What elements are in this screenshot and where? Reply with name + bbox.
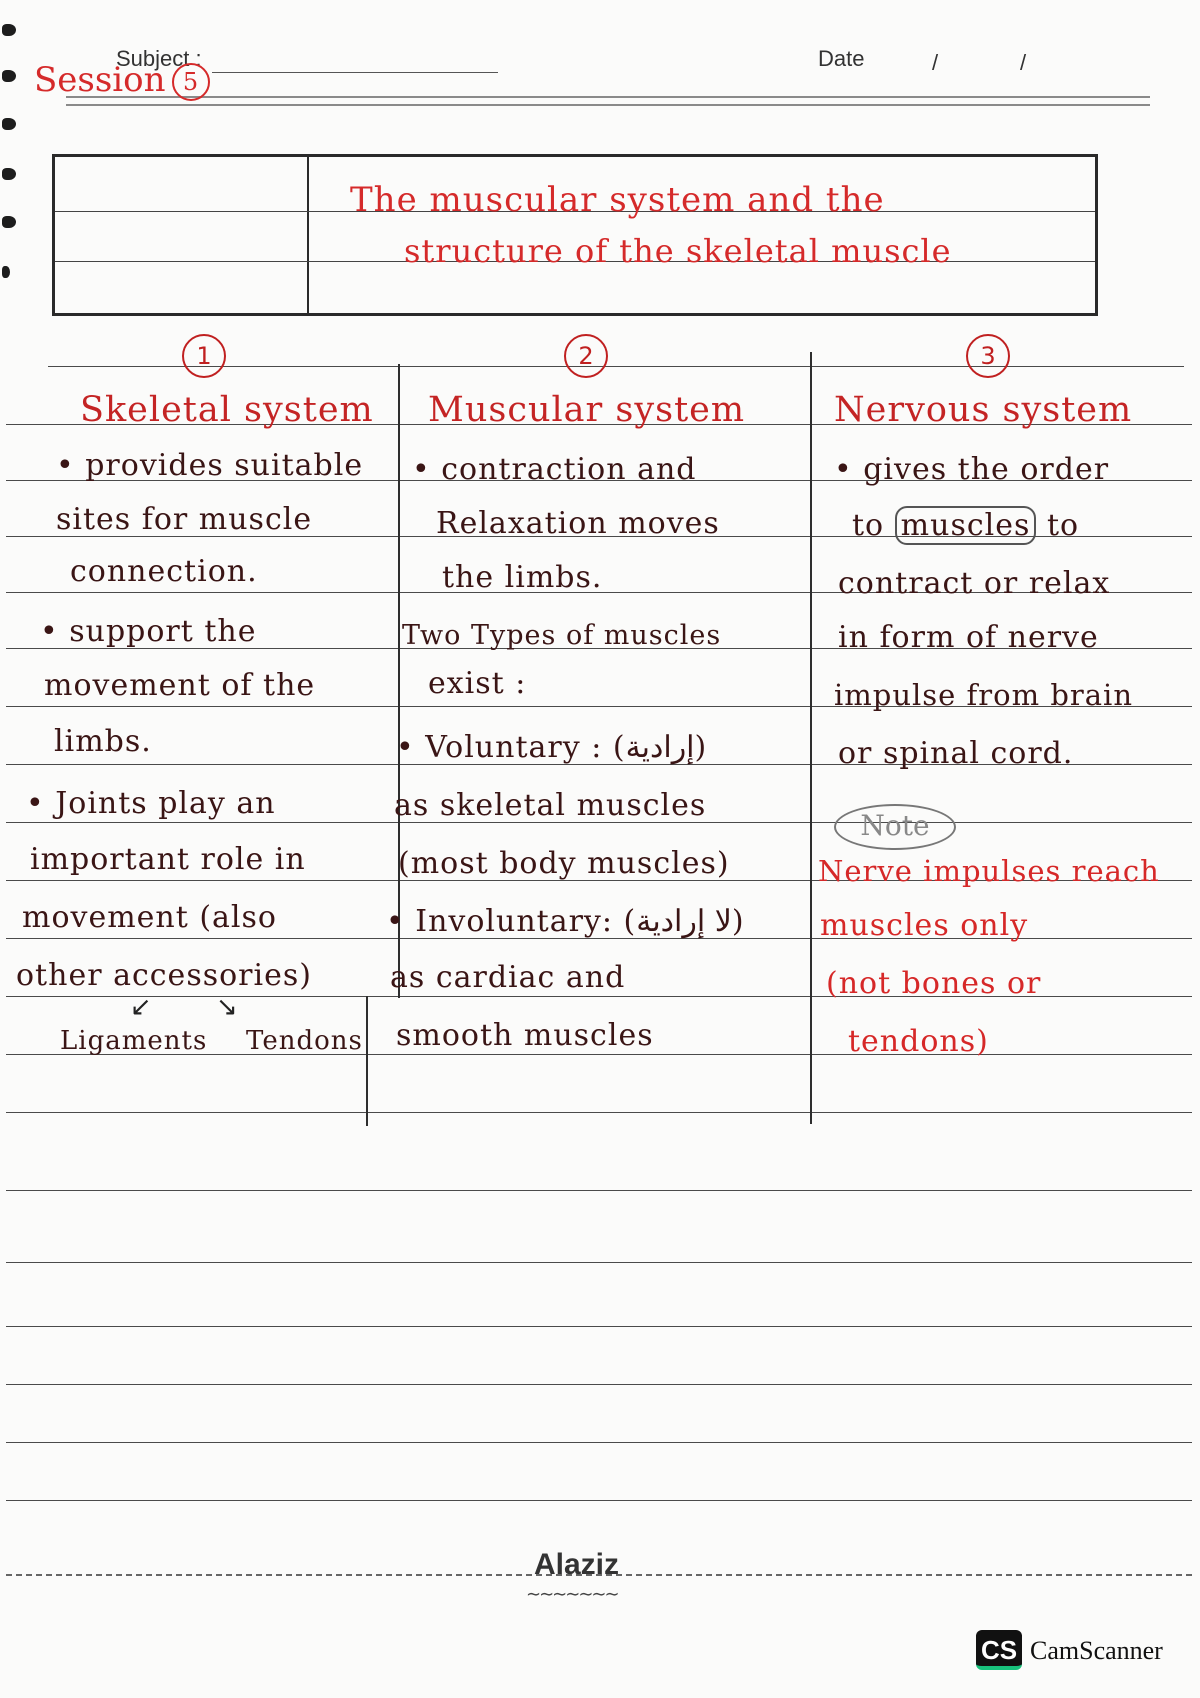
binder-hole bbox=[2, 70, 16, 82]
sub-item-ligaments: Ligaments bbox=[60, 1026, 208, 1056]
subject-label: Subject : bbox=[116, 46, 202, 71]
skeletal-line: limbs. bbox=[54, 724, 152, 759]
ruled-line bbox=[6, 1326, 1192, 1327]
nervous-line bbox=[852, 508, 1079, 543]
muscular-line: Two Types of muscles bbox=[402, 620, 722, 651]
session-divider bbox=[307, 157, 309, 313]
column-divider bbox=[810, 352, 812, 1124]
skeletal-line: movement of the bbox=[44, 668, 316, 703]
arrow-icon: ↙ bbox=[130, 992, 152, 1022]
note-badge: Note bbox=[834, 804, 956, 850]
muscular-line: • Voluntary : (إرادية) bbox=[396, 730, 708, 765]
skeletal-line: connection. bbox=[70, 554, 258, 589]
ruled-line bbox=[6, 1384, 1192, 1385]
skeletal-line: movement (also bbox=[22, 900, 277, 935]
date-separator: / bbox=[932, 50, 939, 75]
nervous-line: impulse from brain bbox=[834, 678, 1133, 712]
column-number: 2 bbox=[564, 334, 608, 378]
arrow-icon: ↘ bbox=[216, 992, 238, 1022]
skeletal-line: • support the bbox=[40, 614, 257, 649]
session-title-line2: structure of the skeletal muscle bbox=[404, 232, 952, 270]
muscular-line: • contraction and bbox=[412, 452, 697, 487]
skeletal-line: • provides suitable bbox=[56, 448, 364, 483]
note-line: tendons) bbox=[848, 1024, 989, 1059]
nervous-line: contract or relax bbox=[838, 566, 1111, 601]
skeletal-line: other accessories) bbox=[16, 958, 312, 993]
camscanner-logo: CS bbox=[976, 1630, 1022, 1670]
ruled-line bbox=[6, 1190, 1192, 1191]
muscular-line: • Involuntary: (لا إرادية) bbox=[386, 904, 745, 939]
nervous-line: in form of nerve bbox=[838, 620, 1099, 655]
column-number: 1 bbox=[182, 334, 226, 378]
muscular-line: exist : bbox=[428, 666, 527, 701]
column-divider bbox=[366, 996, 368, 1126]
nervous-line: or spinal cord. bbox=[838, 736, 1074, 771]
date-label: Date bbox=[818, 46, 865, 71]
note-line: (not bones or bbox=[826, 966, 1042, 1001]
binder-hole bbox=[2, 24, 16, 36]
nervous-line-part: to bbox=[1046, 508, 1080, 543]
skeletal-line: important role in bbox=[30, 842, 306, 877]
binder-hole bbox=[2, 118, 16, 130]
column-title-nervous: Nervous system bbox=[834, 390, 1133, 430]
binder-hole bbox=[2, 216, 16, 228]
header-rule bbox=[66, 96, 1150, 98]
signature-underline: ∼∼∼∼∼∼∼ bbox=[526, 1584, 618, 1605]
subject-line bbox=[212, 72, 498, 73]
binder-hole bbox=[2, 266, 10, 278]
binder-holes bbox=[2, 16, 24, 346]
muscular-line: Relaxation moves bbox=[436, 506, 720, 541]
highlighted-word: muscles bbox=[895, 506, 1037, 545]
session-label bbox=[34, 60, 210, 101]
muscular-line: smooth muscles bbox=[396, 1018, 654, 1053]
note-line: muscles only bbox=[820, 908, 1029, 943]
nervous-line-part: to bbox=[852, 508, 885, 543]
signature: Alaziz bbox=[534, 1548, 620, 1581]
column-divider bbox=[398, 364, 400, 998]
column-number: 3 bbox=[966, 334, 1010, 378]
column-title-muscular: Muscular system bbox=[428, 390, 746, 430]
muscular-line: (most body muscles) bbox=[398, 846, 730, 881]
camscanner-name: CamScanner bbox=[1030, 1636, 1163, 1665]
session-number: 5 bbox=[172, 63, 210, 101]
ruled-line bbox=[6, 1442, 1192, 1443]
session-label-text: Session bbox=[34, 60, 166, 100]
ruled-line bbox=[6, 1112, 1192, 1113]
date-separator: / bbox=[1020, 50, 1027, 75]
skeletal-line: • Joints play an bbox=[26, 786, 276, 821]
ruled-line bbox=[6, 1262, 1192, 1263]
column-title-skeletal: Skeletal system bbox=[80, 390, 374, 430]
muscular-line: as skeletal muscles bbox=[394, 788, 707, 823]
muscular-line: the limbs. bbox=[442, 560, 603, 595]
ruled-line bbox=[6, 1500, 1192, 1501]
skeletal-line: sites for muscle bbox=[56, 502, 313, 537]
muscular-line: as cardiac and bbox=[390, 960, 626, 995]
nervous-line: • gives the order bbox=[834, 452, 1110, 487]
header-rule bbox=[66, 104, 1150, 106]
session-title-line1: The muscular system and the bbox=[350, 180, 885, 220]
binder-hole bbox=[2, 168, 16, 180]
sub-item-tendons: Tendons bbox=[246, 1026, 363, 1056]
note-line: Nerve impulses reach bbox=[818, 854, 1160, 888]
